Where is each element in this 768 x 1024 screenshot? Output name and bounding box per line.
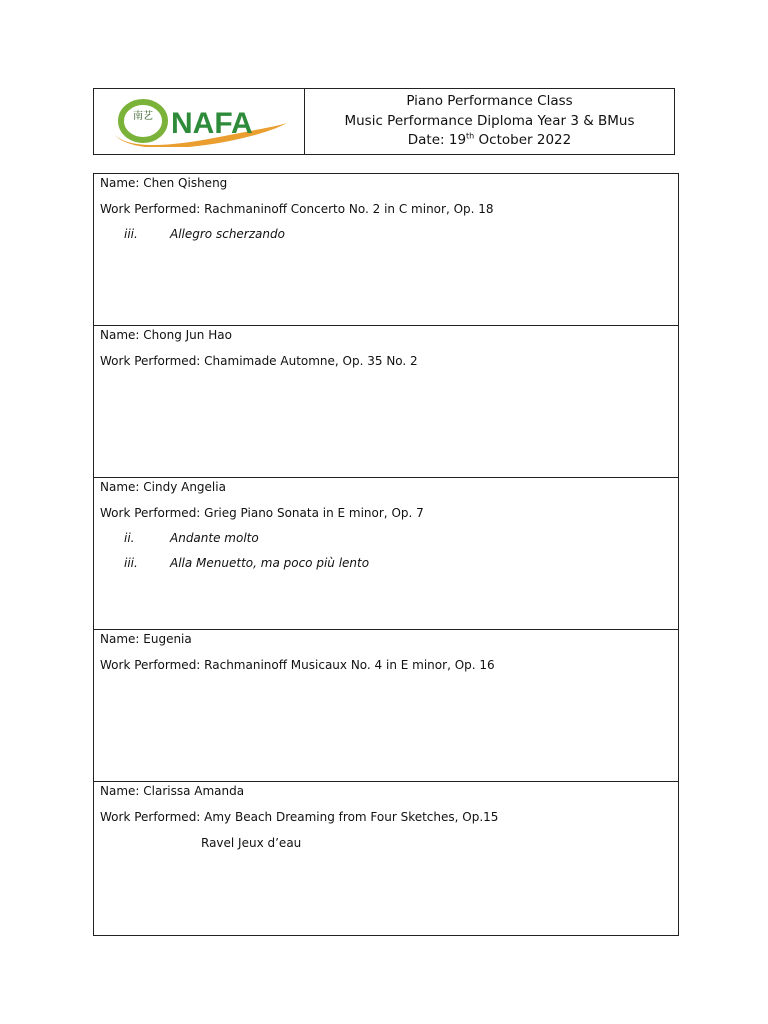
movement-number: ii. bbox=[124, 531, 135, 545]
entry-2 bbox=[94, 326, 678, 478]
logo-cell bbox=[94, 89, 305, 154]
performer-name: Name: Eugenia bbox=[100, 632, 192, 646]
date-line bbox=[408, 131, 571, 151]
header-table bbox=[93, 88, 675, 155]
work-performed: Work Performed: Grieg Piano Sonata in E minor, Op. 7 bbox=[100, 506, 424, 520]
date-sup: th bbox=[466, 131, 475, 141]
logo-text: NAFA bbox=[171, 106, 253, 140]
work-performed: Work Performed: Rachmaninoff Musicaux No. 4 in E minor, Op. 16 bbox=[100, 658, 495, 672]
date-suffix: October 2022 bbox=[474, 132, 572, 149]
entry-4 bbox=[94, 630, 678, 782]
movement-number: iii. bbox=[124, 556, 138, 570]
performer-entries bbox=[93, 173, 679, 936]
movement-title: Allegro scherzando bbox=[170, 227, 285, 241]
work-performed: Work Performed: Amy Beach Dreaming from Four Sketches, Op.15 bbox=[100, 810, 499, 824]
program-title: Music Performance Diploma Year 3 & BMus bbox=[344, 112, 635, 129]
performer-name: Name: Chen Qisheng bbox=[100, 176, 228, 190]
work-performed: Work Performed: Rachmaninoff Concerto No. 2 in C minor, Op. 18 bbox=[100, 202, 494, 216]
entry-1 bbox=[94, 174, 678, 326]
entry-3 bbox=[94, 478, 678, 630]
performer-name: Name: Clarissa Amanda bbox=[100, 784, 245, 798]
class-title: Piano Performance Class bbox=[406, 93, 573, 110]
entry-5 bbox=[94, 782, 678, 935]
additional-work: Ravel Jeux d’eau bbox=[201, 836, 302, 850]
date-prefix: Date: 19 bbox=[407, 132, 467, 149]
nafa-logo bbox=[109, 97, 289, 147]
movement-title: Alla Menuetto, ma poco più lento bbox=[170, 556, 370, 570]
performer-name: Name: Cindy Angelia bbox=[100, 480, 226, 494]
logo-chinese-text: 南艺 bbox=[133, 110, 153, 122]
title-cell bbox=[305, 89, 674, 154]
movement-title: Andante molto bbox=[170, 531, 259, 545]
movement-number: iii. bbox=[124, 227, 138, 241]
performer-name: Name: Chong Jun Hao bbox=[100, 328, 232, 342]
work-performed: Work Performed: Chamimade Automne, Op. 35 No. 2 bbox=[100, 354, 418, 368]
